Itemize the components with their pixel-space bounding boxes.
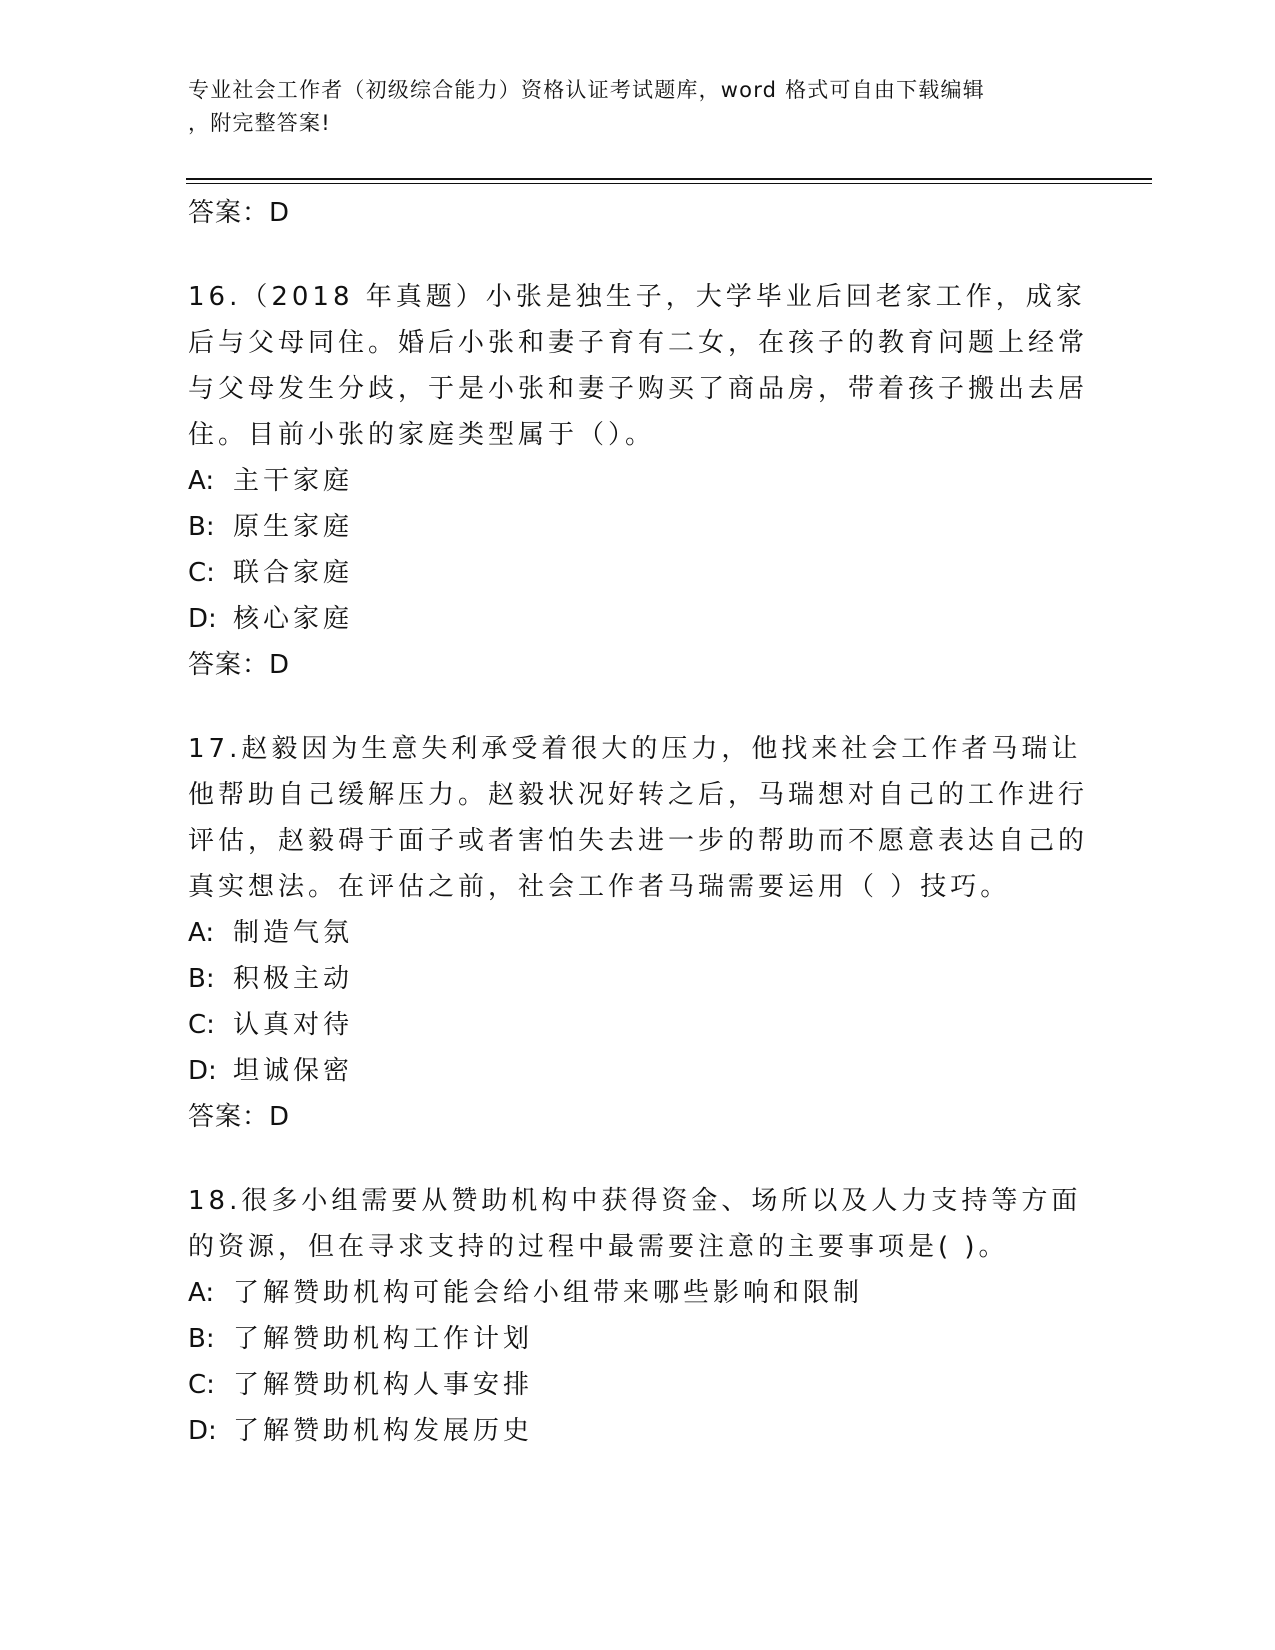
option-text: 了解赞助机构人事安排 xyxy=(233,1370,534,1400)
question-17 xyxy=(188,726,1088,1140)
option-text: 核心家庭 xyxy=(233,604,354,634)
option-text: 联合家庭 xyxy=(233,558,354,588)
option-letter: C: xyxy=(188,1370,215,1400)
document-body xyxy=(188,186,1088,1454)
option-text: 坦诚保密 xyxy=(233,1056,354,1086)
option-a xyxy=(188,458,1088,504)
option-letter: B: xyxy=(188,964,215,994)
option-letter: C: xyxy=(188,1010,215,1040)
question-stem: 18.很多小组需要从赞助机构中获得资金、场所以及人力支持等方面的资源，但在寻求支持的过程中最需要注意的主要事项是( )。 xyxy=(188,1186,1082,1262)
option-text: 了解赞助机构可能会给小组带来哪些影响和限制 xyxy=(233,1278,864,1308)
option-letter: D: xyxy=(188,1056,217,1086)
option-d xyxy=(188,1048,1088,1094)
option-letter: A: xyxy=(188,466,215,496)
option-letter: A: xyxy=(188,1278,215,1308)
question-16 xyxy=(188,274,1088,688)
answer-17: 答案：D xyxy=(188,1102,291,1132)
header-line-2: ，附完整答案! xyxy=(188,111,331,135)
option-letter: B: xyxy=(188,512,215,542)
option-b xyxy=(188,1316,1088,1362)
option-letter: C: xyxy=(188,558,215,588)
header-line-1: 专业社会工作者（初级综合能力）资格认证考试题库，word 格式可自由下载编辑 xyxy=(188,78,985,102)
question-stem: 16.（2018 年真题）小张是独生子，大学毕业后回老家工作，成家后与父母同住。婚后小张和妻子育有二女，在孩子的教育问题上经常与父母发生分歧，于是小张和妻子购买了商品房，带着孩子搬出去居住。目前小张的家庭类型属于（）。 xyxy=(188,282,1089,450)
option-letter: A: xyxy=(188,918,215,948)
option-c xyxy=(188,1362,1088,1408)
option-b xyxy=(188,504,1088,550)
option-c xyxy=(188,1002,1088,1048)
option-text: 主干家庭 xyxy=(233,466,354,496)
option-text: 认真对待 xyxy=(233,1010,354,1040)
option-d xyxy=(188,1408,1088,1454)
option-b xyxy=(188,956,1088,1002)
answer-16: 答案：D xyxy=(188,650,291,680)
option-text: 制造气氛 xyxy=(233,918,354,948)
option-letter: D: xyxy=(188,604,217,634)
option-letter: D: xyxy=(188,1416,217,1446)
option-c xyxy=(188,550,1088,596)
question-18 xyxy=(188,1178,1088,1454)
header-rule-thin xyxy=(186,183,1152,184)
answer-15: 答案：D xyxy=(188,198,291,228)
page-header xyxy=(188,74,1068,140)
option-text: 积极主动 xyxy=(233,964,354,994)
option-a xyxy=(188,1270,1088,1316)
option-text: 了解赞助机构发展历史 xyxy=(233,1416,534,1446)
option-letter: B: xyxy=(188,1324,215,1354)
option-text: 了解赞助机构工作计划 xyxy=(233,1324,534,1354)
option-a xyxy=(188,910,1088,956)
option-text: 原生家庭 xyxy=(233,512,354,542)
option-d xyxy=(188,596,1088,642)
header-rule-thick xyxy=(186,178,1152,180)
question-stem: 17.赵毅因为生意失利承受着很大的压力，他找来社会工作者马瑞让他帮助自己缓解压力。赵毅状况好转之后，马瑞想对自己的工作进行评估，赵毅碍于面子或者害怕失去进一步的帮助而不愿意表达自己的真实想法。在评估之前，社会工作者马瑞需要运用（ ）技巧。 xyxy=(188,734,1089,902)
